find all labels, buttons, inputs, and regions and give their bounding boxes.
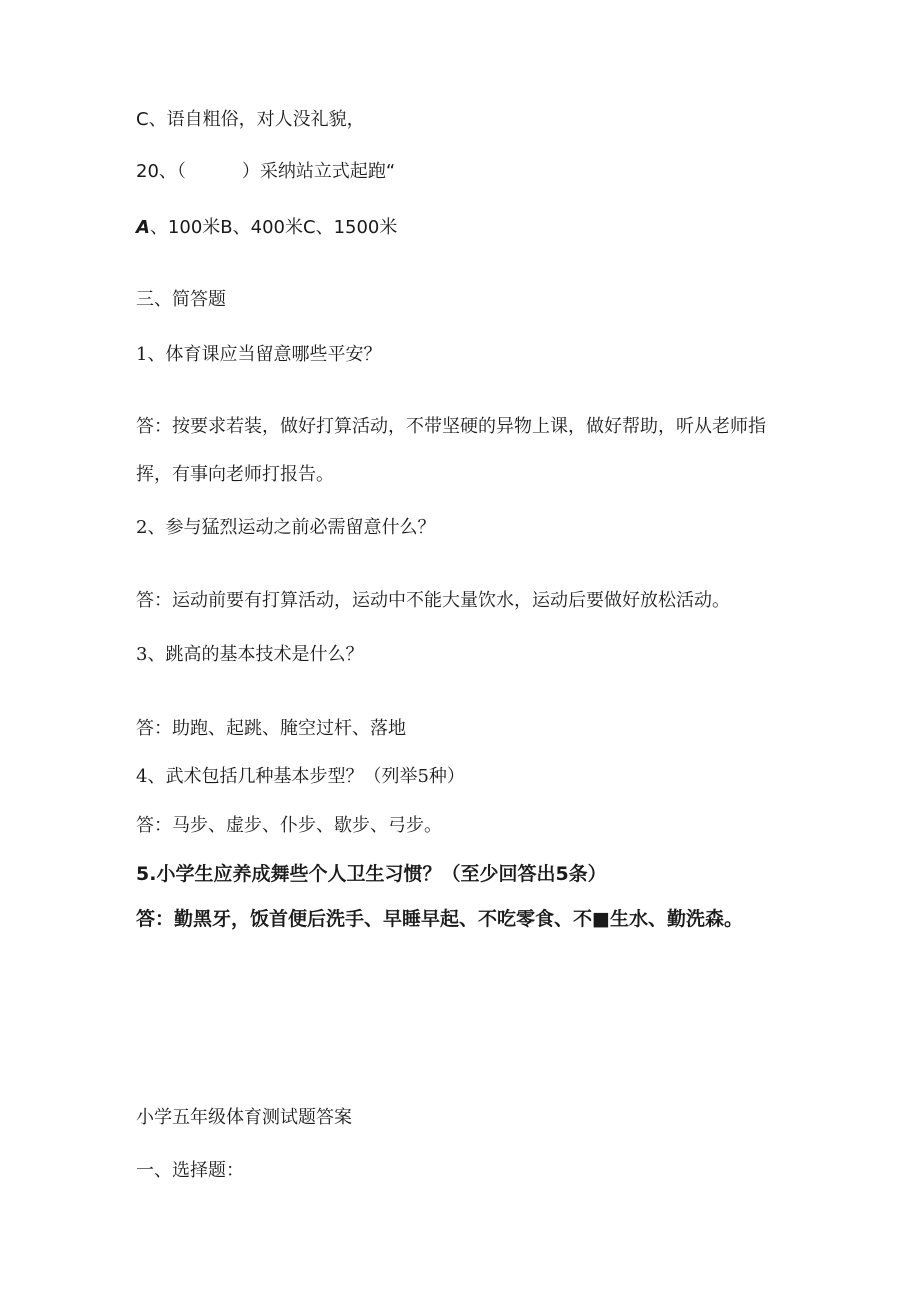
answer-1-line-1: 答：按要求若装，做好打算活动，不带坚硬的异物上课，做好帮助，听从老师指	[136, 416, 766, 437]
question-3: 3、跳高的基本技术是什么？	[136, 644, 364, 665]
q20-open-paren: （	[176, 161, 186, 182]
q20-options	[136, 216, 397, 240]
q20-close-paren: ）	[241, 161, 260, 182]
answer-1-line-2: 挥，有事向老师打报告。	[136, 464, 334, 485]
answer-3: 答：助跑、起跳、腌空过杆、落地	[136, 718, 406, 739]
q20-question	[136, 160, 395, 184]
section-1-title: 一、选择题：	[136, 1160, 244, 1181]
q20-text: 采纳站立式起跑“	[259, 161, 396, 182]
question-4: 4、武术包括几种基本步型？（列举5种）	[136, 766, 465, 787]
section-3-title: 三、简答题	[136, 289, 226, 310]
answer-key-title: 小学五年级体育测试题答案	[136, 1107, 352, 1128]
q20-number: 20、	[136, 161, 177, 182]
question-1: 1、体育课应当留意哪些平安？	[136, 344, 382, 365]
q20-option-a-letter: A	[136, 217, 150, 238]
q19-option-c: C、语自粗俗，对人没礼貌，	[136, 109, 365, 130]
question-5: 5.小学生应养成舞些个人卫生习惯？（至少回答出5条）	[136, 863, 607, 885]
answer-4: 答：马步、虚步、仆步、歇步、弓步。	[136, 815, 442, 836]
answer-5: 答：勤黑牙，饭首便后洗手、早睡早起、不吃零食、不■生水、勤洗森。	[136, 908, 743, 930]
answer-2: 答：运动前要有打算活动，运动中不能大量饮水，运动后要做好放松活动。	[136, 590, 730, 611]
q20-options-text: 、100米B、400米C、1500米	[149, 217, 398, 238]
question-2: 2、参与猛烈运动之前必需留意什么？	[136, 517, 436, 538]
